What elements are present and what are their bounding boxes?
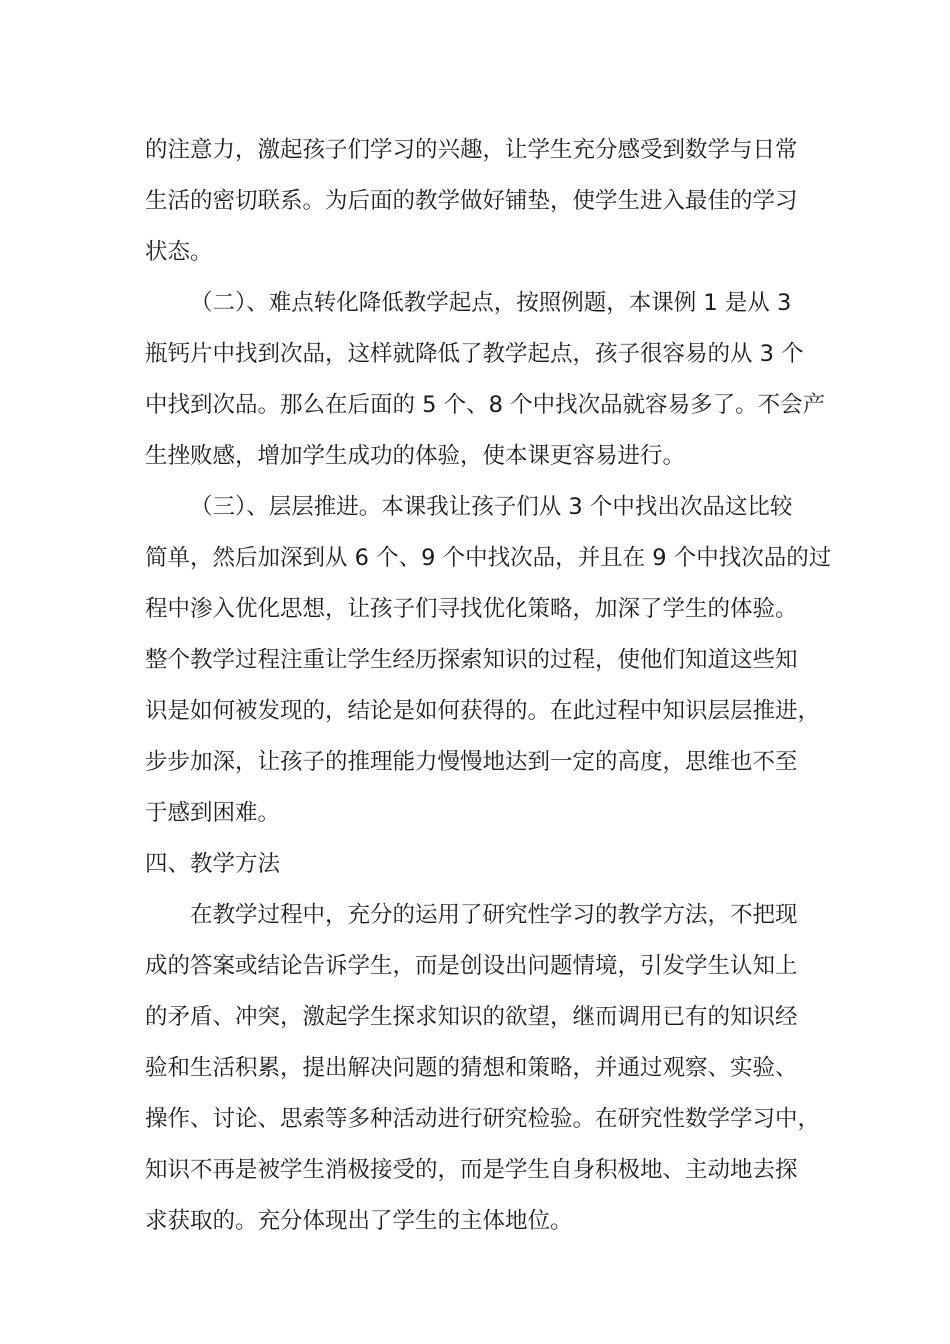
text-line: 生挫败感，增加学生成功的体验，使本课更容易进行。 bbox=[145, 443, 686, 469]
text-line: 的注意力，激起孩子们学习的兴趣，让学生充分感受到数学与日常 bbox=[145, 137, 798, 163]
text-line: 在教学过程中，充分的运用了研究性学习的教学方法，不把现 bbox=[190, 902, 798, 928]
text-line: 生活的密切联系。为后面的教学做好铺垫，使学生进入最佳的学习 bbox=[145, 188, 798, 214]
text-line: 程中渗入优化思想，让孩子们寻找优化策略，加深了学生的体验。 bbox=[145, 596, 798, 622]
text-line: 整个教学过程注重让学生经历探索知识的过程，使他们知道这些知 bbox=[145, 647, 798, 673]
text-line: 知识不再是被学生消极接受的，而是学生自身积极地、主动地去探 bbox=[145, 1157, 798, 1183]
text-line: 验和生活积累，提出解决问题的猜想和策略，并通过观察、实验、 bbox=[145, 1055, 798, 1081]
section-heading-three: （三）、层层推进。本课我让孩子们从 3 个中找出次品这比较 bbox=[190, 494, 793, 520]
section-title-teaching-methods: 四、教学方法 bbox=[145, 851, 281, 877]
text-line: 成的答案或结论告诉学生，而是创设出问题情境，引发学生认知上 bbox=[145, 953, 798, 979]
text-line: 识是如何被发现的，结论是如何获得的。在此过程中知识层层推进， bbox=[145, 698, 821, 724]
text-line: 瓶钙片中找到次品，这样就降低了教学起点，孩子很容易的从 3 个 bbox=[145, 341, 804, 367]
text-line: 的矛盾、冲突，激起学生探求知识的欲望，继而调用已有的知识经 bbox=[145, 1004, 798, 1030]
text-line: 操作、讨论、思索等多种活动进行研究检验。在研究性数学学习中， bbox=[145, 1106, 821, 1132]
text-line: 状态。 bbox=[145, 239, 213, 265]
text-line: 求获取的。充分体现出了学生的主体地位。 bbox=[145, 1208, 573, 1234]
section-heading-two: （二）、难点转化降低教学起点，按照例题，本课例 1 是从 3 bbox=[190, 290, 792, 316]
text-line: 简单，然后加深到从 6 个、9 个中找次品，并且在 9 个中找次品的过 bbox=[145, 545, 832, 571]
text-line: 于感到困难。 bbox=[145, 800, 281, 826]
text-line: 中找到次品。那么在后面的 5 个、8 个中找次品就容易多了。不会产 bbox=[145, 392, 826, 418]
text-line: 步步加深，让孩子的推理能力慢慢地达到一定的高度，思维也不至 bbox=[145, 749, 798, 775]
